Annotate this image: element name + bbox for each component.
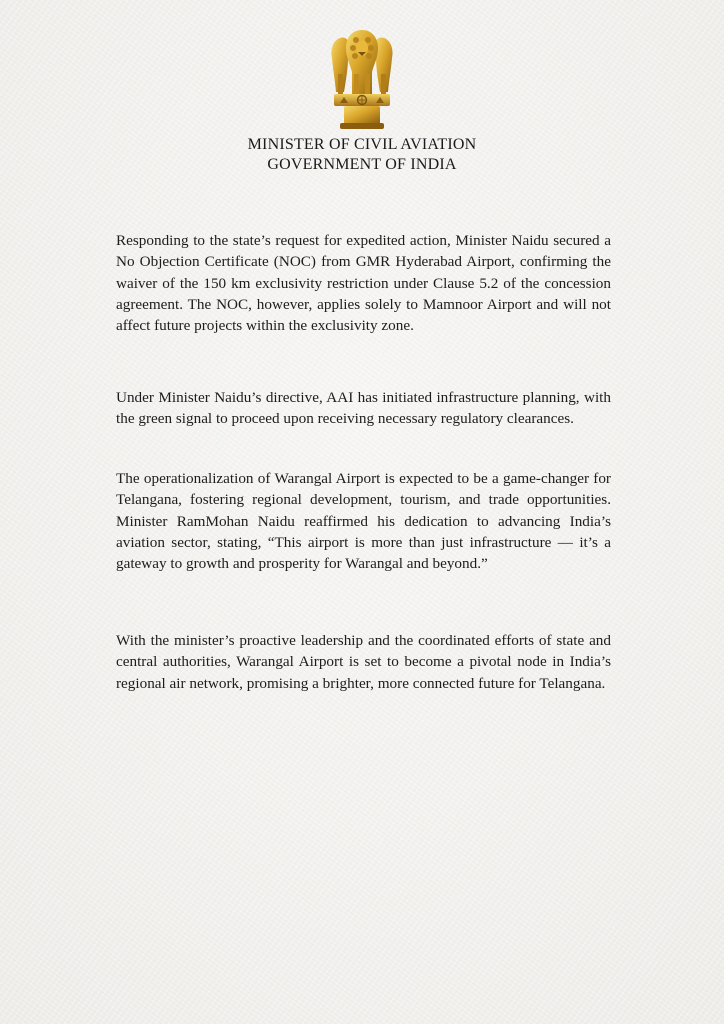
paragraph-operationalization: The operationalization of Warangal Airport is expected to be a game-changer for Telangana, fostering regional development, tourism, and trade opportunities. Minister RamMohan Naidu reaffirmed his dedication to advancing India’s aviation sector, stating, “This airport is more than just infrastructure — it’s a gateway to growth and prosperity for Warangal and beyond.” xyxy=(116,470,611,573)
ministry-name: MINISTER OF CIVIL AVIATION xyxy=(247,136,477,153)
letterhead-title xyxy=(0,135,724,175)
paragraph-aai-planning: Under Minister Naidu’s directive, AAI has initiated infrastructure planning, with the green signal to proceed upon receiving necessary regulatory clearances. xyxy=(116,389,611,428)
national-emblem-icon xyxy=(326,28,398,132)
paragraph-noc: Responding to the state’s request for expedited action, Minister Naidu secured a No Objection Certificate (NOC) from GMR Hyderabad Airport, confirming the waiver of the 150 km exclusivity restriction under Clause 5.2 of the concession agreement. The NOC, however, applies solely to Mamnoor Airport and will not affect future projects within the exclusivity zone. xyxy=(116,232,611,335)
government-name: GOVERNMENT OF INDIA xyxy=(267,156,457,173)
paragraph-conclusion: With the minister’s proactive leadership and the coordinated efforts of state and central authorities, Warangal Airport is set to become a pivotal node in India’s regional air network, promising a brighter, more connected future for Telangana. xyxy=(116,632,611,692)
